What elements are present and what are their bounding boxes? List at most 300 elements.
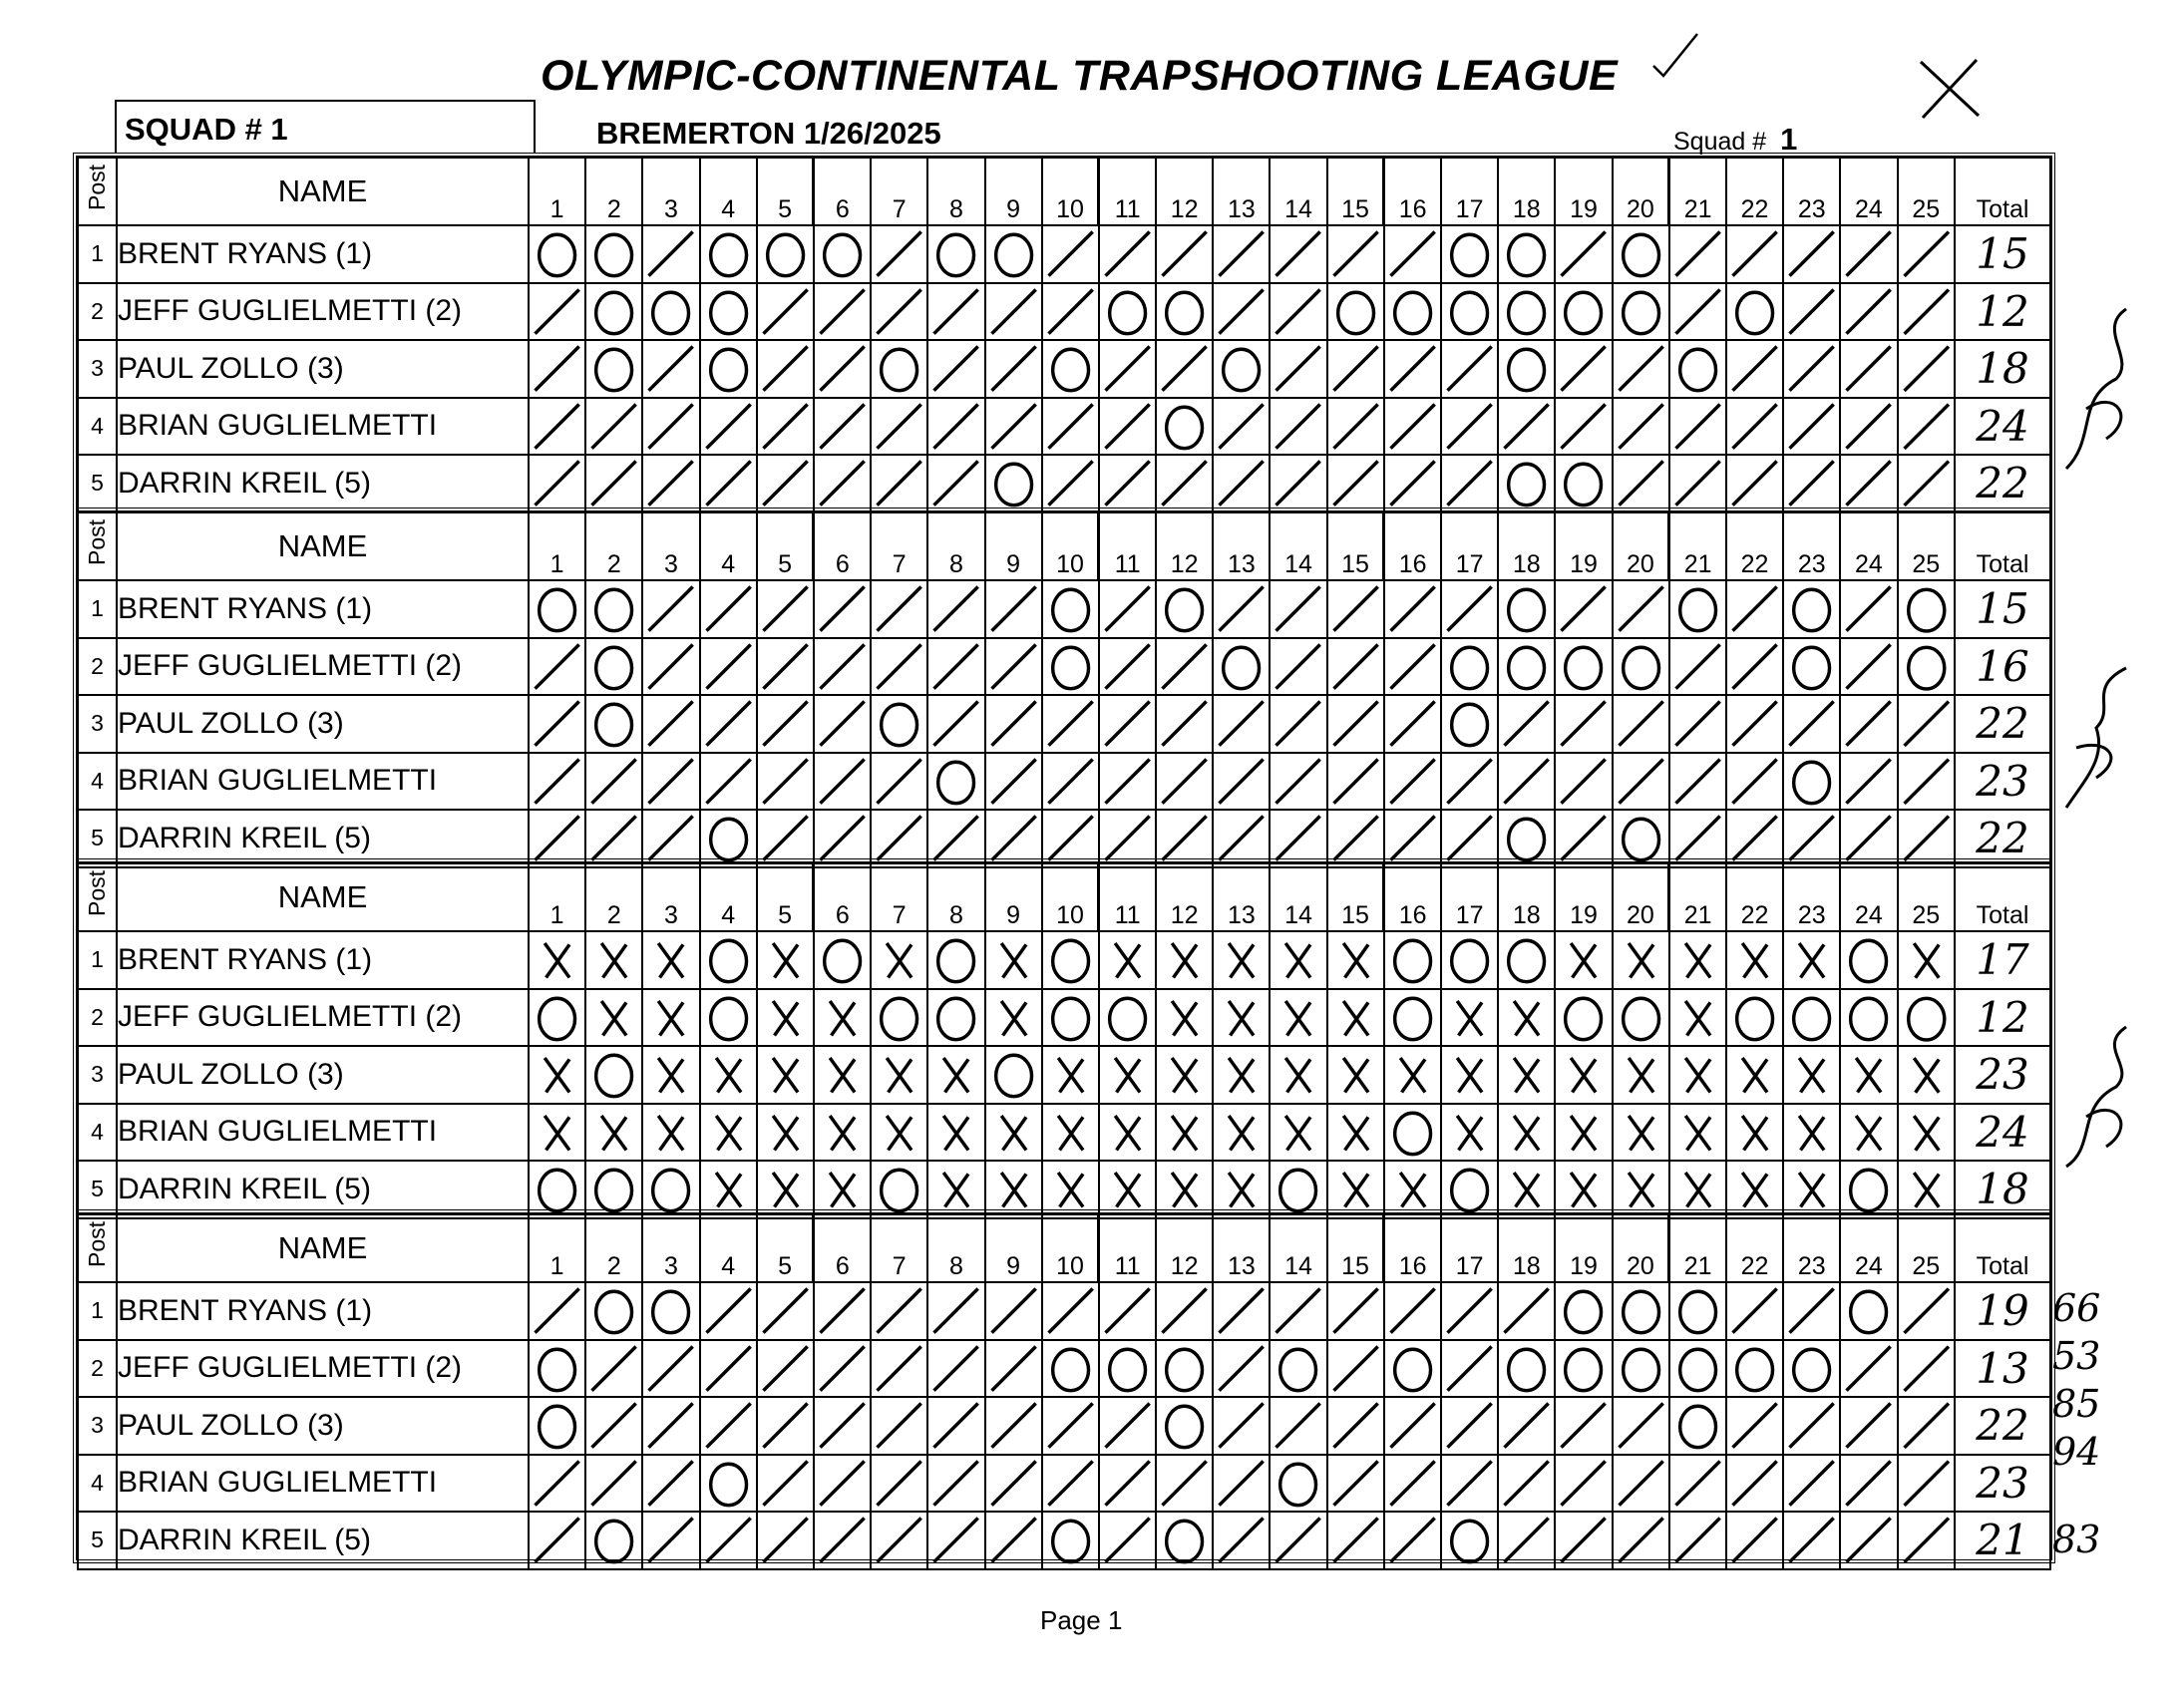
hit-slash-icon [1043, 1398, 1098, 1453]
hit-slash-icon [530, 456, 584, 510]
hit-slash-icon [928, 1513, 983, 1567]
target-mark [1613, 1340, 1669, 1398]
target-number: 16 [1384, 863, 1441, 931]
squad-number-label: Squad # [1673, 128, 1767, 156]
target-mark [585, 695, 642, 753]
target-mark [1669, 989, 1726, 1047]
target-mark [1099, 989, 1156, 1047]
miss-circle-icon [1385, 932, 1440, 987]
target-mark [1555, 638, 1612, 696]
target-number: 2 [585, 158, 642, 225]
target-mark [1555, 283, 1612, 341]
miss-circle-icon [1670, 1398, 1725, 1453]
hit-slash-icon [1614, 399, 1668, 454]
target-mark [927, 1512, 984, 1569]
miss-circle-icon [701, 284, 756, 339]
shooter-row [78, 931, 2050, 989]
target-mark [1270, 225, 1326, 283]
target-mark [871, 1455, 927, 1513]
target-mark [1898, 455, 1956, 512]
target-mark [642, 1282, 699, 1340]
target-number: 3 [642, 158, 699, 225]
target-mark [1441, 1046, 1498, 1104]
target-number: 21 [1669, 512, 1726, 580]
hit-slash-icon [1328, 456, 1383, 510]
hit-slash-icon [1385, 639, 1440, 694]
hit-x-icon [986, 990, 1041, 1045]
hit-slash-icon [1499, 1283, 1554, 1338]
target-number: 20 [1613, 158, 1669, 225]
target-mark [1555, 455, 1612, 512]
hit-x-icon [1214, 1105, 1269, 1160]
hit-slash-icon [1328, 696, 1383, 751]
hit-x-icon [1899, 932, 1955, 988]
miss-circle-icon [928, 990, 983, 1045]
hit-slash-icon [1899, 1283, 1955, 1339]
target-number: 19 [1555, 158, 1612, 225]
target-mark [700, 1512, 757, 1569]
target-mark [1384, 989, 1441, 1047]
target-number: 13 [1213, 863, 1270, 931]
target-mark [871, 1340, 927, 1398]
miss-circle-icon [928, 754, 983, 809]
target-mark [1669, 225, 1726, 283]
shooter-row [78, 989, 2050, 1047]
target-mark [1726, 580, 1783, 638]
target-mark [700, 931, 757, 989]
target-mark [927, 753, 984, 811]
target-mark [1042, 225, 1099, 283]
hit-slash-icon [986, 754, 1041, 809]
hit-slash-icon [815, 456, 870, 510]
target-number: 9 [985, 512, 1042, 580]
target-mark [1613, 931, 1669, 989]
target-mark [1498, 1046, 1555, 1104]
target-mark [1327, 225, 1384, 283]
target-mark [1783, 695, 1840, 753]
target-mark [871, 340, 927, 398]
target-mark [1327, 1104, 1384, 1162]
target-mark [1441, 1512, 1498, 1569]
shooter-name: BRIAN GUGLIELMETTI [117, 1104, 529, 1162]
target-mark [1384, 1104, 1441, 1162]
miss-circle-icon [1727, 284, 1782, 339]
target-mark [1555, 989, 1612, 1047]
hit-slash-icon [1784, 399, 1839, 454]
target-number: 24 [1840, 158, 1897, 225]
name-header: NAME [117, 512, 529, 580]
target-number: 18 [1498, 512, 1555, 580]
hit-slash-icon [1043, 456, 1098, 510]
hit-x-icon [1157, 990, 1212, 1045]
miss-circle-icon [701, 990, 756, 1045]
check-mark-icon [1645, 28, 1705, 88]
miss-circle-icon [1727, 990, 1782, 1045]
target-number: 25 [1898, 512, 1956, 580]
shooter-name: PAUL ZOLLO (3) [117, 1046, 529, 1104]
hit-x-icon [815, 1047, 870, 1102]
target-mark [585, 1397, 642, 1455]
hit-x-icon [1442, 1105, 1497, 1160]
target-mark [700, 1340, 757, 1398]
target-mark [1099, 931, 1156, 989]
target-mark [757, 695, 814, 753]
shooter-row [78, 398, 2050, 456]
miss-circle-icon [1385, 1105, 1440, 1160]
target-mark [1498, 1282, 1555, 1340]
target-mark [1840, 1046, 1897, 1104]
target-number: 24 [1840, 863, 1897, 931]
hit-slash-icon [1328, 754, 1383, 809]
post-number: 5 [78, 1512, 117, 1569]
score-block-2 [77, 508, 2051, 868]
target-mark [1156, 989, 1213, 1047]
hit-slash-icon [643, 1456, 698, 1511]
target-mark [1327, 989, 1384, 1047]
squad-label: SQUAD # 1 [125, 112, 288, 147]
miss-circle-icon [1100, 284, 1155, 339]
target-mark [1327, 1046, 1384, 1104]
target-mark [1441, 1455, 1498, 1513]
hit-slash-icon [1157, 341, 1212, 396]
target-mark [757, 225, 814, 283]
target-number: 8 [927, 512, 984, 580]
target-mark [1270, 1340, 1326, 1398]
shooter-name: BRIAN GUGLIELMETTI [117, 753, 529, 811]
target-mark [1384, 455, 1441, 512]
target-mark [529, 1282, 585, 1340]
target-mark [700, 340, 757, 398]
hit-slash-icon [1385, 1456, 1440, 1511]
shooter-name: BRIAN GUGLIELMETTI [117, 398, 529, 456]
target-number: 4 [700, 1214, 757, 1282]
target-mark [1099, 695, 1156, 753]
target-mark [1898, 753, 1956, 811]
hit-slash-icon [1385, 1398, 1440, 1453]
target-mark [1669, 283, 1726, 341]
hit-slash-icon [1670, 399, 1725, 454]
shooter-total: 18 [1955, 340, 2050, 398]
miss-circle-icon [586, 341, 641, 396]
target-mark [1270, 638, 1326, 696]
target-number: 6 [814, 512, 871, 580]
target-mark [927, 638, 984, 696]
target-mark [985, 931, 1042, 989]
hit-slash-icon [928, 1456, 983, 1511]
target-mark [1783, 753, 1840, 811]
hit-x-icon [1499, 1047, 1554, 1102]
post-number: 3 [78, 695, 117, 753]
side-total-1: 66 [2052, 1286, 2101, 1330]
hit-slash-icon [758, 581, 813, 636]
target-mark [1840, 753, 1897, 811]
miss-circle-icon [872, 990, 926, 1045]
target-mark [985, 989, 1042, 1047]
target-mark [927, 931, 984, 989]
target-mark [1669, 931, 1726, 989]
target-number: 24 [1840, 512, 1897, 580]
target-mark [1156, 455, 1213, 512]
target-mark [814, 695, 871, 753]
target-mark [1498, 931, 1555, 989]
hit-x-icon [986, 1105, 1041, 1160]
hit-slash-icon [1670, 639, 1725, 694]
hit-x-icon [928, 1047, 983, 1102]
hit-slash-icon [1727, 754, 1782, 809]
hit-slash-icon [643, 639, 698, 694]
target-number: 8 [927, 158, 984, 225]
hit-slash-icon [1043, 1456, 1098, 1511]
target-number: 14 [1270, 863, 1326, 931]
miss-circle-icon [1157, 1341, 1212, 1396]
target-number: 2 [585, 1214, 642, 1282]
hit-slash-icon [1328, 226, 1383, 281]
target-mark [1669, 1512, 1726, 1569]
hit-slash-icon [701, 1341, 756, 1396]
hit-slash-icon [928, 1398, 983, 1453]
miss-circle-icon [1841, 1283, 1896, 1338]
post-number: 2 [78, 283, 117, 341]
miss-circle-icon [758, 226, 813, 281]
miss-circle-icon [586, 696, 641, 751]
hit-x-icon [1670, 1105, 1725, 1160]
shooter-name: BRENT RYANS (1) [117, 225, 529, 283]
post-number: 5 [78, 810, 117, 867]
target-mark [642, 1455, 699, 1513]
hit-slash-icon [530, 399, 584, 454]
hit-slash-icon [530, 1513, 584, 1567]
target-mark [1898, 398, 1956, 456]
target-mark [529, 1340, 585, 1398]
hit-x-icon [643, 1047, 698, 1102]
post-header [78, 512, 117, 580]
shooter-name: BRIAN GUGLIELMETTI [117, 1455, 529, 1513]
hit-slash-icon [643, 1513, 698, 1567]
target-mark [871, 1104, 927, 1162]
target-mark [585, 580, 642, 638]
target-mark [927, 695, 984, 753]
hit-slash-icon [1841, 639, 1896, 694]
hit-slash-icon [1043, 1283, 1098, 1338]
target-mark [1840, 340, 1897, 398]
target-mark [1099, 753, 1156, 811]
hit-slash-icon [1442, 581, 1497, 636]
target-number: 18 [1498, 158, 1555, 225]
target-number: 15 [1327, 1214, 1384, 1282]
score-sheet [73, 153, 2055, 1563]
target-mark [1270, 1282, 1326, 1340]
target-number: 13 [1213, 158, 1270, 225]
shooter-name: DARRIN KREIL (5) [117, 1512, 529, 1569]
target-mark [927, 283, 984, 341]
target-number: 17 [1441, 863, 1498, 931]
target-mark [1726, 1046, 1783, 1104]
hit-x-icon [1328, 1105, 1383, 1160]
target-mark [1498, 1397, 1555, 1455]
hit-slash-icon [1214, 456, 1269, 510]
target-mark [1555, 753, 1612, 811]
hit-x-icon [1670, 990, 1725, 1045]
target-number: 15 [1327, 512, 1384, 580]
target-number: 9 [985, 1214, 1042, 1282]
hit-slash-icon [1841, 1398, 1896, 1453]
hit-slash-icon [1499, 399, 1554, 454]
hit-slash-icon [1100, 581, 1155, 636]
hit-slash-icon [701, 1513, 756, 1567]
miss-circle-icon [1328, 284, 1383, 339]
hit-x-icon [1385, 1047, 1440, 1102]
hit-slash-icon [1841, 456, 1896, 510]
hit-slash-icon [1727, 1283, 1782, 1338]
shooter-name: BRENT RYANS (1) [117, 931, 529, 989]
target-mark [1441, 1397, 1498, 1455]
target-mark [1498, 1104, 1555, 1162]
target-mark [1042, 989, 1099, 1047]
hit-x-icon [1271, 1047, 1325, 1102]
target-mark [700, 1282, 757, 1340]
hit-x-icon [1841, 1105, 1896, 1160]
target-number: 1 [529, 863, 585, 931]
target-mark [1498, 283, 1555, 341]
hit-x-icon [815, 990, 870, 1045]
hit-slash-icon [1670, 754, 1725, 809]
hit-x-icon [1841, 1047, 1896, 1102]
miss-circle-icon [1214, 341, 1269, 396]
target-mark [1441, 1104, 1498, 1162]
target-mark [1270, 340, 1326, 398]
target-mark [1213, 225, 1270, 283]
target-mark [1783, 580, 1840, 638]
target-mark [1555, 1512, 1612, 1569]
hit-slash-icon [1784, 456, 1839, 510]
shooter-total: 24 [1955, 1104, 2050, 1162]
target-mark [1613, 225, 1669, 283]
hit-x-icon [1727, 1047, 1782, 1102]
target-number: 7 [871, 863, 927, 931]
shooter-name: DARRIN KREIL (5) [117, 810, 529, 867]
target-mark [1840, 1340, 1897, 1398]
target-mark [642, 931, 699, 989]
hit-slash-icon [530, 754, 584, 809]
target-mark [1555, 1397, 1612, 1455]
target-mark [1042, 638, 1099, 696]
miss-circle-icon [1043, 639, 1098, 694]
hit-slash-icon [1841, 1456, 1896, 1511]
hit-slash-icon [1328, 341, 1383, 396]
target-number: 18 [1498, 1214, 1555, 1282]
target-mark [757, 580, 814, 638]
target-mark [1213, 753, 1270, 811]
hit-slash-icon [1157, 226, 1212, 281]
target-mark [985, 1455, 1042, 1513]
hit-x-icon [1328, 1047, 1383, 1102]
hit-x-icon [1670, 1047, 1725, 1102]
target-mark [1099, 638, 1156, 696]
target-mark [1555, 1340, 1612, 1398]
initials-scribble-icon [2056, 1007, 2146, 1177]
hit-slash-icon [530, 696, 584, 751]
hit-slash-icon [1727, 1456, 1782, 1511]
miss-circle-icon [701, 1456, 756, 1511]
score-table [77, 1213, 2051, 1570]
target-mark [1384, 580, 1441, 638]
hit-slash-icon [1614, 1398, 1668, 1453]
hit-x-icon [1100, 932, 1155, 987]
target-mark [814, 989, 871, 1047]
hit-slash-icon [1899, 456, 1955, 511]
hit-slash-icon [1899, 1513, 1955, 1568]
target-mark [700, 225, 757, 283]
target-mark [1384, 225, 1441, 283]
target-mark [1726, 931, 1783, 989]
hit-slash-icon [1727, 399, 1782, 454]
hit-slash-icon [986, 639, 1041, 694]
target-mark [985, 283, 1042, 341]
miss-circle-icon [586, 581, 641, 636]
hit-slash-icon [758, 1398, 813, 1453]
target-number: 25 [1898, 158, 1956, 225]
target-mark [1898, 1397, 1956, 1455]
target-mark [642, 1340, 699, 1398]
target-mark [1099, 1455, 1156, 1513]
hit-x-icon [1499, 990, 1554, 1045]
hit-slash-icon [1271, 581, 1325, 636]
target-number: 6 [814, 158, 871, 225]
hit-slash-icon [1385, 226, 1440, 281]
target-mark [1156, 753, 1213, 811]
hit-slash-icon [872, 226, 926, 281]
hit-slash-icon [872, 456, 926, 510]
target-mark [1099, 225, 1156, 283]
miss-circle-icon [1100, 1341, 1155, 1396]
hit-x-icon [1556, 932, 1611, 987]
target-number: 5 [757, 1214, 814, 1282]
target-mark [1669, 1104, 1726, 1162]
target-mark [529, 225, 585, 283]
target-mark [1498, 989, 1555, 1047]
hit-slash-icon [1214, 1283, 1269, 1338]
target-mark [1498, 455, 1555, 512]
target-mark [1840, 580, 1897, 638]
hit-slash-icon [1157, 754, 1212, 809]
target-mark [1840, 1104, 1897, 1162]
hit-slash-icon [1442, 456, 1497, 510]
hit-slash-icon [986, 1341, 1041, 1396]
initials-scribble-icon [2056, 648, 2146, 818]
hit-slash-icon [1670, 456, 1725, 510]
shooter-total: 24 [1955, 398, 2050, 456]
hit-slash-icon [1556, 696, 1611, 751]
hit-slash-icon [530, 341, 584, 396]
target-mark [1726, 398, 1783, 456]
target-mark [529, 1046, 585, 1104]
target-mark [1783, 1104, 1840, 1162]
target-mark [814, 1046, 871, 1104]
hit-slash-icon [1214, 1398, 1269, 1453]
hit-slash-icon [815, 399, 870, 454]
target-mark [1156, 340, 1213, 398]
target-mark [985, 1282, 1042, 1340]
target-mark [1213, 931, 1270, 989]
score-table [77, 511, 2051, 868]
hit-x-icon [1556, 1105, 1611, 1160]
hit-slash-icon [1442, 399, 1497, 454]
hit-x-icon [1614, 1105, 1668, 1160]
post-number: 3 [78, 1397, 117, 1455]
hit-slash-icon [1442, 1341, 1497, 1396]
target-number: 23 [1783, 863, 1840, 931]
hit-slash-icon [701, 456, 756, 510]
